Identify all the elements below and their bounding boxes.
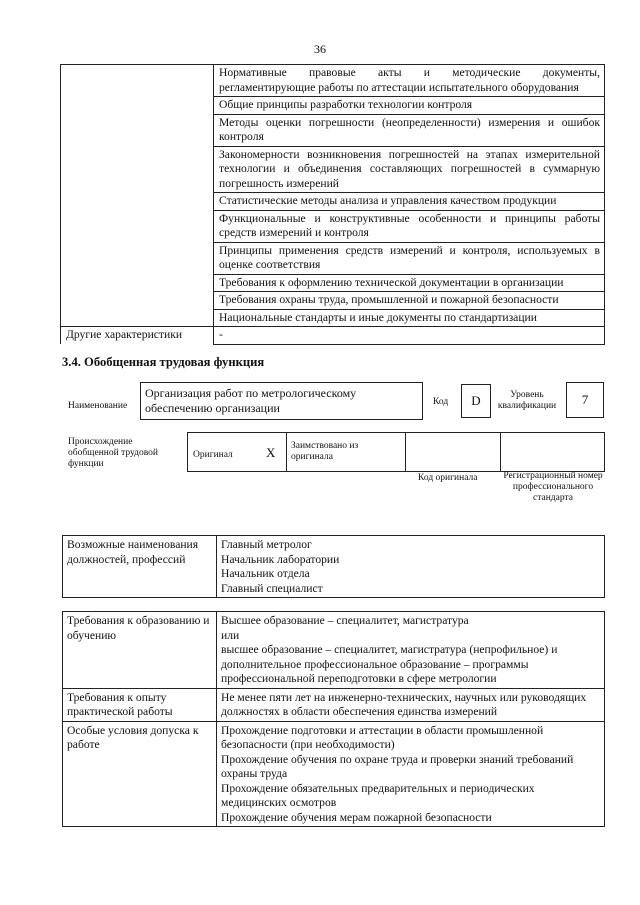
requirement-line: Высшее образование – специалитет, магистратура <box>221 614 469 627</box>
other-characteristics-value: - <box>214 327 605 345</box>
knowledge-row: Требования охраны труда, промышленной и пожарной безопасности <box>214 292 605 310</box>
requirement-line: высшее образование – специалитет, магистратура (непрофильное) и дополнительное профессиональное образование – программы профессиональной переподготовки в сфере метрологии <box>221 643 558 685</box>
original-label: Оригинал <box>193 450 233 460</box>
level-label: Уровень квалификации <box>497 390 557 411</box>
position-item: Начальник лаборатории <box>221 552 340 566</box>
knowledge-label-cell <box>61 65 214 327</box>
reg-number-caption: Регистрационный номер профессионального стандарта <box>503 471 603 503</box>
origin-divider <box>405 432 406 472</box>
position-item: Начальник отдела <box>221 567 310 580</box>
other-characteristics-label: Другие характеристики <box>61 327 214 345</box>
position-item: Главный специалист <box>221 581 323 595</box>
level-value: 7 <box>566 382 604 418</box>
knowledge-row: Закономерности возникновения погрешностей на этапах измерительной технологии и объединения составляющих погрешностей в суммарную погрешность измерений <box>214 146 605 193</box>
requirement-line: Прохождение обязательных предварительных и периодических медицинских осмотров <box>221 781 535 809</box>
requirement-line: или <box>221 628 240 642</box>
positions-list <box>217 536 605 598</box>
name-value: Организация работ по метрологическому обеспечению организации <box>140 382 423 420</box>
requirement-value <box>217 612 605 689</box>
borrowed-label: Заимствовано из оригинала <box>291 441 359 462</box>
knowledge-row: Нормативные правовые акты и методические документы, регламентирующие работы по аттестации испытательного оборудования <box>214 65 605 97</box>
name-label: Наименование <box>68 401 128 411</box>
knowledge-row: Национальные стандарты и иные документы по стандартизации <box>214 309 605 327</box>
code-original-caption: Код оригинала <box>418 473 478 483</box>
requirement-label: Требования к образованию и обучению <box>63 612 217 689</box>
page-number: 36 <box>314 42 326 56</box>
requirement-value <box>217 688 605 721</box>
requirement-label: Особые условия допуска к работе <box>63 721 217 827</box>
code-value: D <box>461 384 491 418</box>
position-item: Главный метролог <box>221 538 312 551</box>
knowledge-row: Общие принципы разработки технологии контроля <box>214 97 605 115</box>
knowledge-row: Методы оценки погрешности (неопределенности) измерения и ошибок контроля <box>214 114 605 146</box>
knowledge-row: Требования к оформлению технической документации в организации <box>214 274 605 292</box>
section-title: 3.4. Обобщенная трудовая функция <box>62 355 265 369</box>
code-label: Код <box>433 397 449 407</box>
origin-divider <box>286 432 287 472</box>
requirement-label: Требования к опыту практической работы <box>63 688 217 721</box>
knowledge-row: Статистические методы анализа и управления качеством продукции <box>214 193 605 211</box>
knowledge-table <box>60 64 605 345</box>
requirement-line: Прохождение обучения мерам пожарной безопасности <box>221 810 492 824</box>
knowledge-row: Функциональные и конструктивные особенности и принципы работы средств измерений и контроля <box>214 210 605 242</box>
requirement-value <box>217 721 605 827</box>
requirements-table <box>62 611 605 827</box>
origin-divider <box>500 432 501 472</box>
positions-table <box>62 535 605 598</box>
original-mark: X <box>266 445 276 460</box>
positions-label: Возможные наименования должностей, профессий <box>63 536 217 598</box>
requirement-line: Прохождение подготовки и аттестации в области промышленной безопасности (при необходимости) <box>221 723 544 751</box>
origin-label: Происхождение обобщенной трудовой функции <box>68 437 158 469</box>
requirement-line: Не менее пяти лет на инженерно-технических, научных или руководящих должностях в области обеспечения единства измерений <box>221 690 587 718</box>
requirement-line: Прохождение обучения по охране труда и проверки знаний требований охраны труда <box>221 752 574 780</box>
knowledge-row: Принципы применения средств измерений и контроля, используемых в оценке соответствия <box>214 242 605 274</box>
